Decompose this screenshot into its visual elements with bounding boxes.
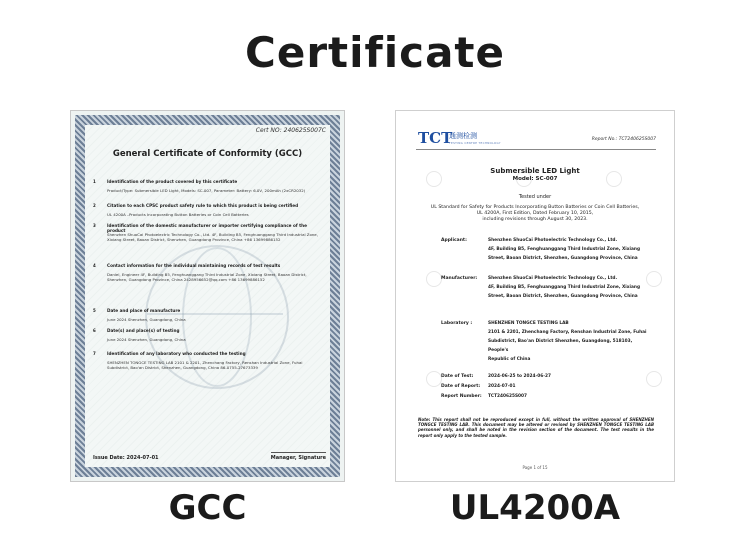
gcc-certificate-image bbox=[70, 110, 345, 482]
caption-gcc: GCC bbox=[168, 488, 247, 528]
tct-logo: TCT bbox=[418, 129, 453, 147]
page-heading: Certificate bbox=[245, 28, 505, 77]
certificate-body bbox=[85, 125, 330, 467]
tested-under: Tested under bbox=[518, 194, 552, 200]
report-number-value: TCT240625S007 bbox=[488, 394, 528, 399]
report-model: Model: SC-007 bbox=[512, 176, 558, 182]
section-body: SHENZHEN TONGCE TESTING LAB 2101 & 2201, Zhenchang Factory, Renshan Industrial Zone, Fuhai Subdistrict, Bao'an District, Shenzhen, Guangdong, China 86-0755-27673339 bbox=[107, 360, 303, 370]
applicant-label: Applicant: bbox=[441, 238, 467, 243]
applicant-value bbox=[488, 236, 648, 263]
watermark-icon bbox=[426, 371, 442, 387]
tct-logo-tagline: TESTING CENTRE TECHNOLOGY bbox=[449, 141, 501, 145]
section-heading: Date and place of manufacture bbox=[107, 308, 181, 313]
laboratory-label: Laboratory : bbox=[441, 321, 473, 326]
date-of-report-value: 2024-07-01 bbox=[488, 384, 516, 389]
page-number: Page 1 of 15 bbox=[522, 465, 548, 470]
watermark-icon bbox=[426, 271, 442, 287]
date-of-test-label: Date of Test: bbox=[441, 374, 474, 379]
section-heading: Identification of the domestic manufacturer or importer certifying compliance of the product bbox=[107, 223, 307, 233]
caption-ul4200a: UL4200A bbox=[449, 488, 621, 528]
issue-date: Issue Date: 2024-07-01 bbox=[93, 455, 159, 461]
report-note: Note: This report shall not be reproduced except in full, without the written approval of SHENZHEN TONGCE TESTING LAB. This document may be altered or revised by SHENZHEN TONGCE TESTING LAB personnel only, and shall be noted in the revision section of the document. The test results in the report only apply to the tested sample. bbox=[418, 417, 654, 438]
ul4200a-report-image bbox=[395, 110, 675, 482]
laboratory-line: SHENZHEN TONGCE TESTING LAB bbox=[488, 321, 569, 326]
standard-line: UL Standard for Safety for Products Incorporating Button Batteries or Coin Cell Batteries, bbox=[430, 205, 640, 210]
manufacturer-value bbox=[488, 274, 648, 301]
section-body: Shenzhen ShuoCai Photoelectric Technology Co., Ltd. 4F, Building B5, Fenghuanggang Third Industrial Zone, Xixiang Street, Baoan District, Shenzhen, Guangdong Province, China +86 13699886152 bbox=[107, 232, 318, 242]
applicant-line: 4F, Building B5, Fenghuanggang Third Industrial Zone, Xixiang bbox=[488, 247, 641, 252]
section-number: 6 bbox=[93, 328, 96, 333]
laboratory-line: Republic of China bbox=[488, 357, 531, 362]
laboratory-line: Subdistrict, Bao'an District Shenzhen, Guangdong, 518103, People's bbox=[488, 339, 633, 353]
watermark-icon bbox=[646, 271, 662, 287]
section-body: Product/Type: Submersible LED Light, Models: SC-007, Parameter: Battery: 6.0V, 200mAh (2xCR2032) bbox=[107, 188, 306, 193]
manufacturer-line: Shenzhen ShuoCai Photoelectric Technology Co., Ltd. bbox=[488, 276, 618, 281]
date-of-report-label: Date of Report: bbox=[441, 384, 481, 389]
laboratory-line: 2101 & 2201, Zhenchang Factory, Renshan Industrial Zone, Fuhai bbox=[488, 330, 647, 335]
laboratory-value bbox=[488, 319, 648, 364]
section-body: June 2024 Shenzhen, Guangdong, China bbox=[107, 317, 186, 322]
section-body: UL 4200A –Products Incorporating Button Batteries or Coin Cell Batteries bbox=[107, 212, 249, 217]
section-body: Daniel, Engineer 4F, Building B5, Fenghuanggang Third Industrial Zone, Xixiang Street, Baoan District, Shenzhen, Guangdong Province, China 2428956652@qq.com +86 13699886152 bbox=[107, 272, 307, 282]
section-number: 4 bbox=[93, 263, 96, 268]
header-divider bbox=[416, 149, 656, 150]
report-number-header: Report No.: TCT240625S007 bbox=[591, 137, 656, 142]
manufacturer-line: Street, Baoan District, Shenzhen, Guangdong Province, China bbox=[488, 294, 638, 299]
watermark-icon bbox=[646, 371, 662, 387]
section-number: 5 bbox=[93, 308, 96, 313]
section-heading: Identification of the product covered by this certificate bbox=[107, 179, 238, 184]
section-heading: Identification of any laboratory who conducted the testing bbox=[107, 351, 246, 356]
section-body: June 2024 Shenzhen, Guangdong, China bbox=[107, 337, 186, 342]
applicant-line: Shenzhen ShuoCai Photoelectric Technology Co., Ltd. bbox=[488, 238, 618, 243]
manufacturer-label: Manufacturer: bbox=[441, 276, 478, 281]
date-of-test-value: 2024-06-25 to 2024-06-27 bbox=[488, 374, 551, 379]
section-heading: Citation to each CPSC product safety rule to which this product is being certified bbox=[107, 203, 299, 208]
cert-number: Cert NO: 240625S007C bbox=[255, 127, 326, 134]
signature-line bbox=[271, 452, 326, 453]
report-number-label: Report Number: bbox=[441, 394, 482, 399]
section-number: 3 bbox=[93, 223, 96, 228]
section-number: 2 bbox=[93, 203, 96, 208]
report-title: Submersible LED Light bbox=[490, 167, 580, 175]
signature-label: Manager, Signature bbox=[270, 455, 326, 461]
manufacturer-line: 4F, Building B5, Fenghuanggang Third Industrial Zone, Xixiang bbox=[488, 285, 641, 290]
applicant-line: Street, Baoan District, Shenzhen, Guangdong Province, China bbox=[488, 256, 638, 261]
section-number: 1 bbox=[93, 179, 96, 184]
section-heading: Contact information for the individual maintaining records of test results bbox=[107, 263, 281, 268]
standard-line: including revisions through August 30, 2023. bbox=[482, 217, 588, 222]
section-number: 7 bbox=[93, 351, 96, 356]
standard-line: UL 4200A, First Edition, Dated February 10, 2015, bbox=[476, 211, 594, 216]
certificate-title: General Certificate of Conformity (GCC) bbox=[112, 149, 303, 159]
section-heading: Date(s) and place(s) of testing bbox=[107, 328, 180, 333]
tct-logo-chinese: 通测检测 bbox=[449, 132, 477, 140]
